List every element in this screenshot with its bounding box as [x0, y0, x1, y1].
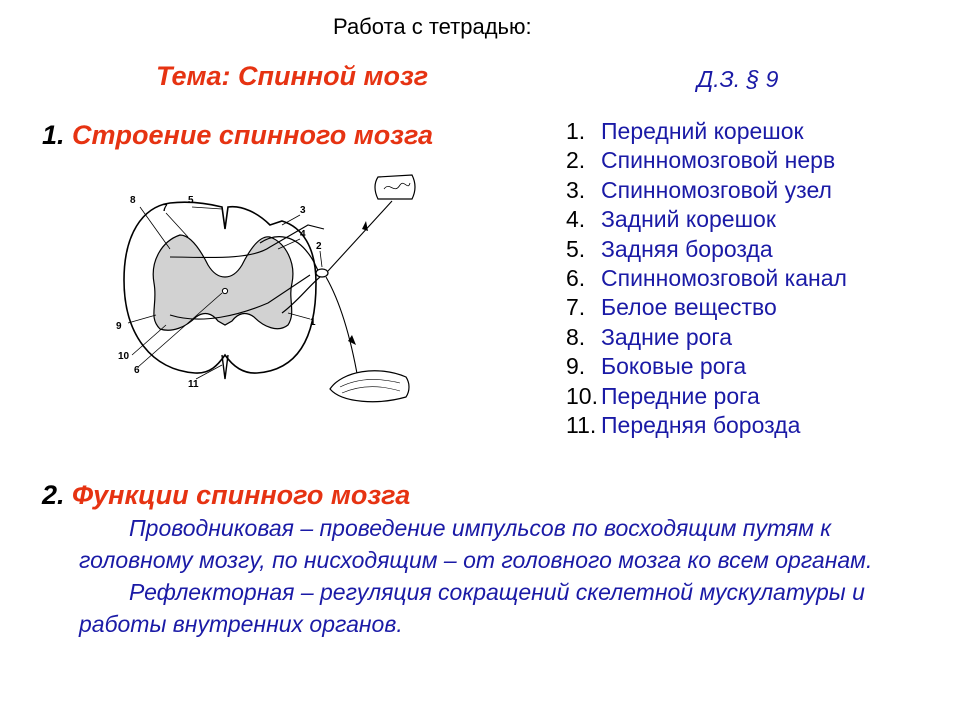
section-1-title: Строение спинного мозга — [72, 120, 434, 150]
diagram-label-9: 9 — [116, 321, 122, 332]
diagram-label-1: 1 — [310, 317, 316, 328]
diagram-label-7: 7 — [162, 203, 168, 214]
diagram-label-8: 8 — [130, 195, 136, 206]
legend-item: 2. Спинномозговой нерв — [566, 147, 836, 174]
legend-item: 9. Боковые рога — [566, 353, 747, 380]
diagram-label-11: 11 — [188, 379, 199, 390]
legend-item: 4. Задний корешок — [566, 206, 776, 233]
legend-item: 8. Задние рога — [566, 323, 733, 350]
legend-item: 10. Передние рога — [566, 382, 760, 409]
legend-item: 5. Задняя борозда — [566, 235, 773, 262]
homework-label: Д.З. § 9 — [697, 66, 779, 92]
diagram-label-3: 3 — [300, 205, 306, 216]
section-1-heading — [42, 120, 433, 151]
spinal-nerve — [328, 201, 392, 271]
diagram-label-10: 10 — [118, 351, 130, 362]
efferent-nerve — [326, 277, 358, 379]
work-title: Работа с тетрадью: — [333, 14, 532, 39]
legend-item: 11. Передняя борозда — [566, 412, 801, 439]
diagram-label-2: 2 — [316, 241, 322, 252]
diagram-label-4: 4 — [300, 229, 306, 240]
legend-item: 3. Спинномозговой узел — [566, 176, 832, 203]
spinal-cord-diagram — [110, 165, 440, 405]
topic-title: Тема: Спинной мозг — [156, 61, 429, 91]
legend-item: 7. Белое вещество — [566, 294, 777, 321]
legend-item: 6. Спинномозговой канал — [566, 265, 847, 292]
skin-receptor — [375, 175, 415, 199]
diagram-label-6: 6 — [134, 365, 140, 376]
section-2-title: Функции спинного мозга — [72, 480, 411, 510]
spinal-ganglion — [316, 269, 328, 277]
section-1-number: 1. — [42, 120, 65, 150]
function-reflex: Рефлекторная – регуляция сокращений скелетной мускулатуры и работы внутренних органов. — [79, 579, 865, 637]
legend-list — [566, 117, 847, 440]
function-conductive: Проводниковая – проведение импульсов по восходящим путям к головному мозгу, по нисходящим – от головного мозга ко всем органам. — [79, 515, 873, 573]
section-2-number: 2. — [42, 480, 65, 510]
functions-text — [79, 512, 909, 640]
central-canal — [222, 288, 227, 293]
arrow-up — [362, 221, 368, 231]
legend-item: 1. Передний корешок — [566, 118, 804, 144]
section-2-heading — [42, 480, 410, 511]
diagram-label-5: 5 — [188, 195, 194, 206]
anterior-fissure — [222, 355, 228, 379]
